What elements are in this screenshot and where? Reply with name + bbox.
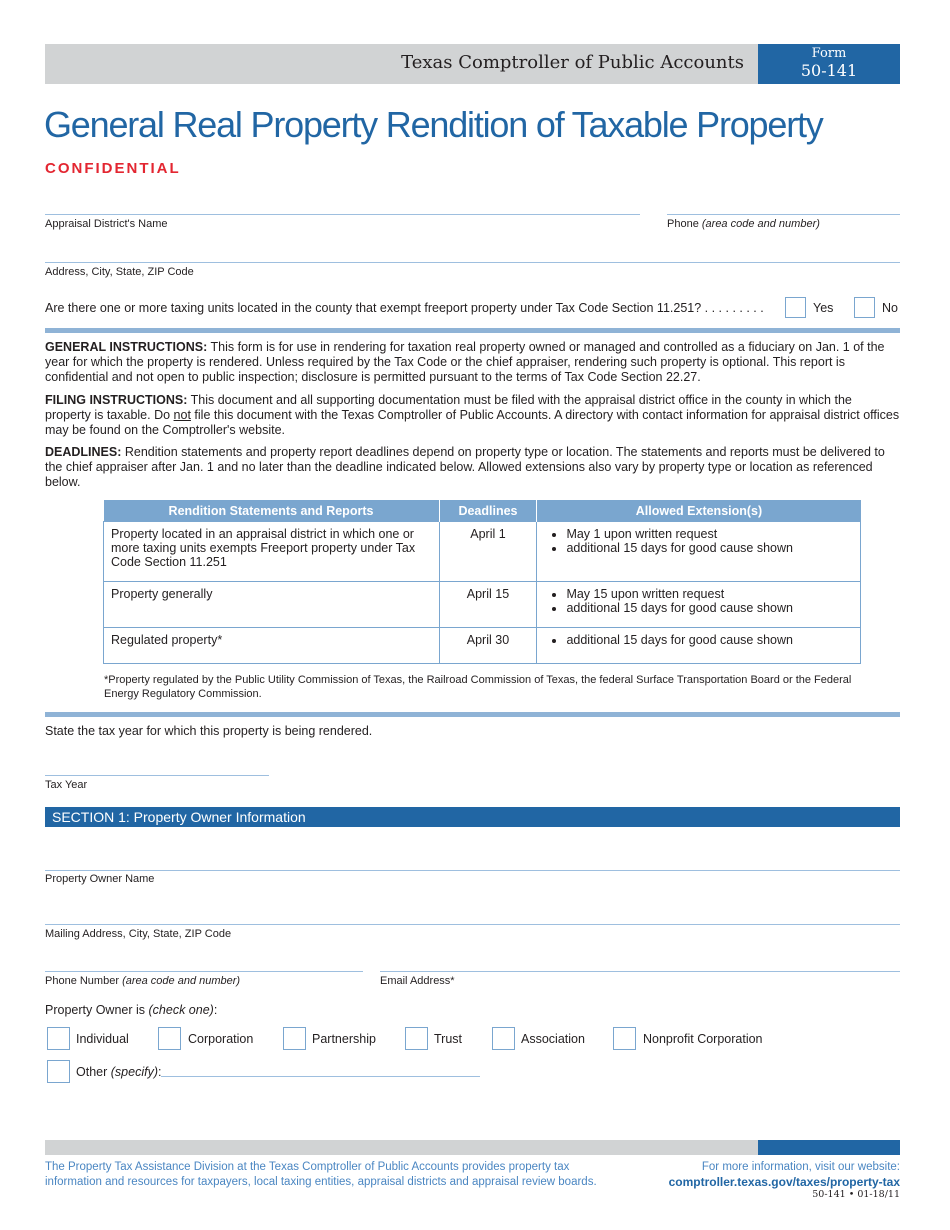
- other-specify-field[interactable]: [161, 1076, 480, 1077]
- table-cell-type: Property located in an appraisal district in which one or more taxing units exempts Freeport property under Tax Code Section 11.251: [104, 522, 440, 582]
- deadline-table-header: [104, 500, 861, 522]
- extension-item: • additional 15 days for good cause shown: [566, 633, 853, 647]
- extension-item: • May 15 upon written request: [566, 587, 853, 601]
- owner-type-label: Property Owner is: [45, 1003, 146, 1017]
- freeport-question: Are there one or more taxing units located in the county that exempt freeport property under Tax Code Section 11.251? . . . . . . . . .: [45, 301, 764, 315]
- filing-instructions: [45, 393, 900, 438]
- section-divider: [45, 328, 900, 333]
- individual-checkbox[interactable]: [47, 1027, 70, 1050]
- footer-info: [669, 1160, 900, 1190]
- table-cell-deadline: April 1: [439, 522, 537, 582]
- district-phone-field[interactable]: [667, 214, 900, 215]
- corporation-label: Corporation: [188, 1032, 254, 1046]
- form-label: Form: [811, 46, 847, 61]
- section-divider: [45, 712, 900, 717]
- filing-instructions-text-1: This document and all supporting documentation must be filed with the appraisal district office in the county in which the property is taxable. Do: [45, 393, 852, 422]
- table-cell-type: Regulated property*: [104, 628, 440, 664]
- other-label: [76, 1065, 161, 1079]
- owner-type-prompt: [45, 1003, 217, 1018]
- owner-phone-hint: (area code and number): [122, 975, 241, 987]
- freeport-yes-label: Yes: [813, 301, 834, 315]
- district-name-field[interactable]: [45, 214, 640, 215]
- tax-year-field[interactable]: [45, 775, 269, 776]
- deadline-table: [103, 500, 861, 664]
- tax-year-label: Tax Year: [45, 779, 88, 791]
- freeport-no-checkbox[interactable]: [854, 297, 875, 318]
- district-name-label: Appraisal District's Name: [45, 218, 168, 230]
- table-row: [104, 582, 861, 628]
- other-hint: (specify): [110, 1065, 158, 1079]
- form-revision-code: 50-141 • 01-18/11: [812, 1189, 900, 1200]
- footer-bar-accent: [758, 1140, 900, 1155]
- table-header-deadlines: Deadlines: [439, 500, 537, 522]
- deadlines-heading: DEADLINES:: [45, 445, 122, 459]
- association-label: Association: [521, 1032, 585, 1046]
- filing-instructions-text-2: file this document with the Texas Comptroller of Public Accounts. A directory with contact information for appraisal district offices may be found on the Comptroller's website.: [45, 408, 900, 437]
- district-phone-label: [667, 218, 820, 230]
- filing-instructions-heading: FILING INSTRUCTIONS:: [45, 393, 188, 407]
- other-colon: :: [157, 1065, 162, 1079]
- form-number: 50-141: [800, 61, 858, 80]
- owner-name-label: Property Owner Name: [45, 873, 155, 885]
- other-label-text: Other: [76, 1065, 108, 1079]
- table-cell-extensions: [537, 582, 861, 628]
- table-cell-type: Property generally: [104, 582, 440, 628]
- footer-bar: [45, 1140, 758, 1155]
- form-number-badge: [758, 44, 900, 84]
- deadlines-instructions: [45, 445, 900, 490]
- other-checkbox[interactable]: [47, 1060, 70, 1083]
- confidential-label: CONFIDENTIAL: [45, 160, 181, 177]
- table-cell-deadline: April 30: [439, 628, 537, 664]
- extension-item: • additional 15 days for good cause shown: [566, 541, 853, 555]
- trust-checkbox[interactable]: [405, 1027, 428, 1050]
- mailing-address-label: Mailing Address, City, State, ZIP Code: [45, 928, 232, 940]
- general-instructions-heading: GENERAL INSTRUCTIONS:: [45, 340, 208, 354]
- partnership-checkbox[interactable]: [283, 1027, 306, 1050]
- deadlines-text: Rendition statements and property report deadlines depend on property type or location. The statements and reports must be delivered to the chief appraiser after Jan. 1 and no later than the deadline indicated below. Allowed extensions also vary by property type or location as referenced below.: [45, 445, 885, 489]
- table-row: [104, 628, 861, 664]
- filing-instructions-not: not: [173, 408, 191, 422]
- corporation-checkbox[interactable]: [158, 1027, 181, 1050]
- page-title: General Real Property Rendition of Taxable Property: [44, 104, 823, 145]
- individual-label: Individual: [76, 1032, 129, 1046]
- district-phone-hint: (area code and number): [701, 218, 820, 230]
- agency-name: Texas Comptroller of Public Accounts: [401, 52, 744, 73]
- tax-year-prompt: State the tax year for which this property is being rendered.: [45, 724, 373, 738]
- partnership-label: Partnership: [312, 1032, 376, 1046]
- district-address-field[interactable]: [45, 262, 900, 263]
- footer-description: The Property Tax Assistance Division at the Texas Comptroller of Public Accounts provides property tax information and resources for taxpayers, local taxing entities, appraisal districts and appraisal review boards.: [45, 1161, 597, 1188]
- district-phone-label-text: Phone: [667, 218, 699, 230]
- owner-phone-field[interactable]: [45, 971, 363, 972]
- extension-item: • additional 15 days for good cause shown: [566, 601, 853, 615]
- nonprofit-corporation-label: Nonprofit Corporation: [643, 1032, 763, 1046]
- table-header-extensions: Allowed Extension(s): [537, 500, 861, 522]
- nonprofit-corporation-checkbox[interactable]: [613, 1027, 636, 1050]
- owner-type-hint: (check one): [148, 1003, 214, 1017]
- footer-website-link[interactable]: comptroller.texas.gov/taxes/property-tax: [668, 1175, 900, 1189]
- email-field[interactable]: [380, 971, 900, 972]
- freeport-no-label: No: [882, 301, 898, 315]
- owner-name-field[interactable]: [45, 870, 900, 871]
- table-header-statements: Rendition Statements and Reports: [104, 500, 440, 522]
- mailing-address-field[interactable]: [45, 924, 900, 925]
- table-cell-extensions: [537, 628, 861, 664]
- table-row: [104, 522, 861, 582]
- owner-type-colon: :: [213, 1003, 218, 1017]
- table-cell-deadline: April 15: [439, 582, 537, 628]
- owner-phone-label: [45, 975, 240, 987]
- general-instructions-text: This form is for use in rendering for taxation real property owned or managed and controlled as a fiduciary on Jan. 1 of the year for which the property is rendered. Unless required by the Tax Code or the chief appraiser, rendering such property is optional. This report is confidential and not open to public inspection; disclosure is permitted pursuant to the terms of Tax Code Section 22.27.: [45, 340, 885, 384]
- email-label: Email Address*: [380, 975, 455, 987]
- trust-label: Trust: [434, 1032, 463, 1046]
- owner-phone-label-text: Phone Number: [45, 975, 119, 987]
- district-address-label: Address, City, State, ZIP Code: [45, 266, 194, 278]
- section1-title: SECTION 1: Property Owner Information: [45, 807, 900, 827]
- table-cell-extensions: [537, 522, 861, 582]
- footer-info-line: For more information, visit our website:: [701, 1161, 900, 1173]
- general-instructions: [45, 340, 900, 385]
- table-footnote: *Property regulated by the Public Utility Commission of Texas, the Railroad Commission of Texas, the federal Surface Transportation Board or the Federal Energy Regulatory Commission.: [104, 674, 852, 700]
- extension-item: • May 1 upon written request: [566, 527, 853, 541]
- association-checkbox[interactable]: [492, 1027, 515, 1050]
- freeport-yes-checkbox[interactable]: [785, 297, 806, 318]
